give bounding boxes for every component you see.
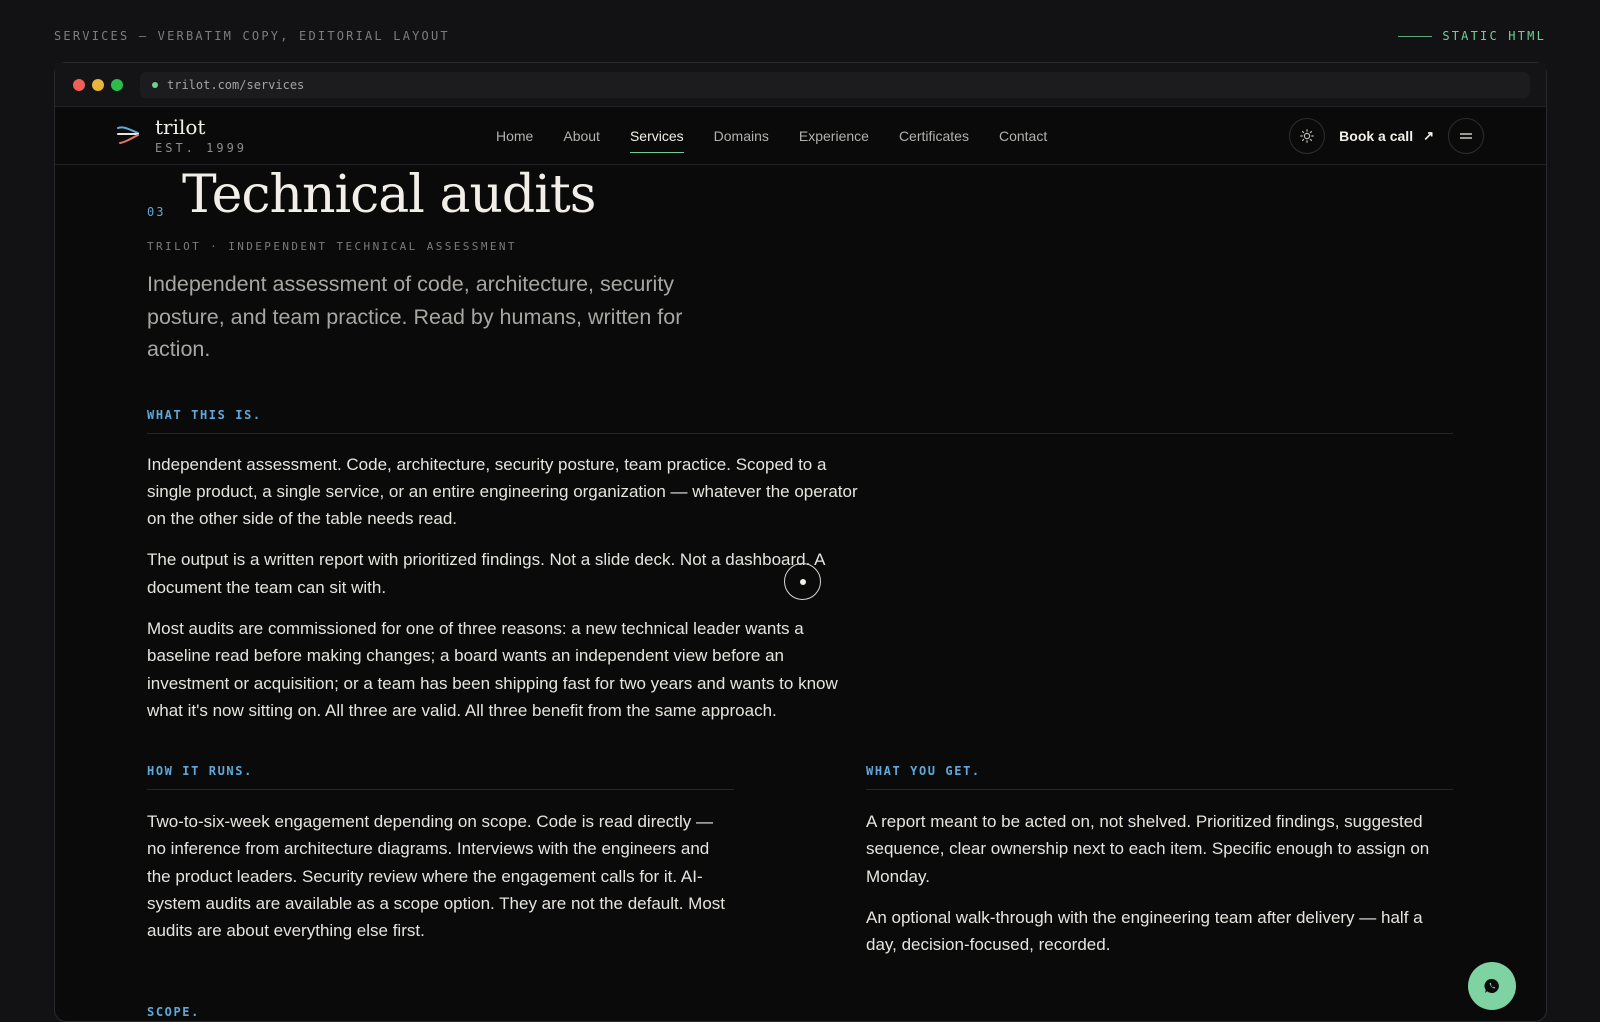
page-caption: SERVICES — VERBATIM COPY, EDITORIAL LAYOUT xyxy=(54,29,450,43)
trilot-logo xyxy=(115,121,141,147)
nav-experience[interactable]: Experience xyxy=(798,128,869,144)
section-label-what-this-is: WHAT THIS IS. xyxy=(147,408,1453,434)
nav-home[interactable]: Home xyxy=(496,128,534,144)
lede: Independent assessment of code, architecture, security posture, and team practice. Read by humans, written for action. xyxy=(147,272,683,361)
section-label-how-it-runs: HOW IT RUNS. xyxy=(147,764,734,790)
nav-about[interactable]: About xyxy=(563,128,600,144)
paragraph: Most audits are commissioned for one of three reasons: a new technical leader wants a baseline read before making changes; a board wants an independent view before an investment or acquisition; or a team has been shipping fast for two years and wants to know what it's now sitting on. All three are valid. All three benefit from the same approach. xyxy=(147,618,838,720)
menu-button[interactable] xyxy=(1448,118,1484,154)
nav-contact[interactable]: Contact xyxy=(998,128,1048,144)
what-you-get-section xyxy=(866,764,1453,958)
url-text: trilot.com/services xyxy=(167,77,305,92)
two-column-section xyxy=(147,764,1453,958)
nav-services[interactable]: Services xyxy=(630,124,684,148)
what-this-is-body xyxy=(147,451,867,725)
what-you-get-body xyxy=(866,808,1453,958)
arrow-up-right-icon: ↗ xyxy=(1423,128,1434,143)
maximize-window-dot[interactable] xyxy=(111,79,123,91)
cursor-dot xyxy=(800,579,806,585)
close-window-dot[interactable] xyxy=(73,79,85,91)
browser-window xyxy=(54,62,1547,1022)
custom-cursor xyxy=(784,563,821,600)
paragraph: Two-to-six-week engagement depending on scope. Code is read directly — no inference from architecture diagrams. Interviews with the engineers and the product leaders. Security review where the engagement calls for it. AI-system audits are available as a scope option. They are not the default. Most audits are about everything else first. xyxy=(147,812,726,941)
book-call-button[interactable] xyxy=(1339,128,1434,144)
tag-rule xyxy=(1398,36,1432,37)
paragraph: A report meant to be acted on, not shelved. Prioritized findings, suggested sequence, clear ownership next to each item. Specific enough to assign on Monday. xyxy=(866,812,1430,886)
page-subtitle: TRILOT · INDEPENDENT TECHNICAL ASSESSMENT xyxy=(147,240,517,253)
whatsapp-icon xyxy=(1483,977,1501,995)
paragraph: Independent assessment. Code, architecture, security posture, team practice. Scoped to a single product, a single service, or an entire engineering organization — whatever the operator on the other side of the table needs read. xyxy=(147,454,858,529)
nav-actions xyxy=(1289,118,1484,154)
hero xyxy=(147,167,1453,237)
how-it-runs-body xyxy=(147,808,734,944)
how-it-runs-section xyxy=(147,764,734,958)
static-html-label: STATIC HTML xyxy=(1442,29,1546,43)
secure-indicator-icon xyxy=(152,82,158,88)
static-html-tag xyxy=(1398,29,1546,43)
whatsapp-button[interactable] xyxy=(1468,962,1516,1010)
nav-certificates[interactable]: Certificates xyxy=(898,128,969,144)
main-nav xyxy=(496,107,1047,165)
browser-chrome xyxy=(55,63,1546,107)
brand[interactable] xyxy=(115,116,247,155)
address-bar[interactable] xyxy=(140,72,1530,98)
nav-domains[interactable]: Domains xyxy=(713,128,769,144)
paragraph: An optional walk-through with the engineering team after delivery — half a day, decision-focused, recorded. xyxy=(866,908,1423,955)
book-call-label: Book a call xyxy=(1339,128,1414,144)
theme-toggle-button[interactable] xyxy=(1289,118,1325,154)
section-number: 03 xyxy=(147,205,166,219)
brand-name: trilot xyxy=(155,115,206,139)
theme-toggle-icon xyxy=(1300,129,1314,143)
paragraph: The output is a written report with prioritized findings. Not a slide deck. Not a dashboard. A document the team can sit with. xyxy=(147,550,825,597)
minimize-window-dot[interactable] xyxy=(92,79,104,91)
section-label-what-you-get: WHAT YOU GET. xyxy=(866,764,1453,790)
section-label-scope: SCOPE. xyxy=(147,1004,200,1019)
menu-icon xyxy=(1459,131,1473,141)
brand-tagline: EST. 1999 xyxy=(155,141,248,155)
site-header xyxy=(55,107,1546,165)
page-title: Technical audits xyxy=(182,165,596,225)
